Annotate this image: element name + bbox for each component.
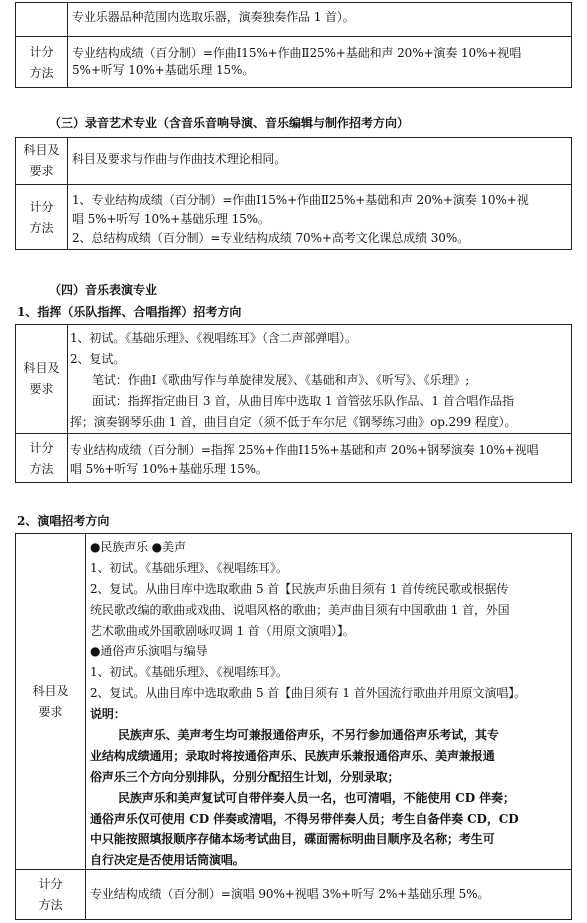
requirements-row xyxy=(16,325,571,433)
score-label: 计分 方法 xyxy=(16,434,68,483)
requirement-line: 1、初试。《基础乐理》、《视唱练耳》（含二声部弹唱）。 xyxy=(70,331,357,345)
conductor-heading: 1、指挥（乐队指挥、合唱指挥）招考方向 xyxy=(17,305,242,319)
requirement-line: 面试：指挥指定曲目 3 首，从曲目库中选取 1 首管弦乐队作品、1 首合唱作品指 xyxy=(92,394,514,408)
score-line: 专业结构成绩（百分制）=指挥 25%+作曲Ⅰ15%+基础和声 20%+钢琴演奏 10%+视唱 xyxy=(70,443,539,457)
requirement-line: 2、复试。从曲目库中选取歌曲 5 首【民族声乐曲目须有 1 首传统民歌或根据传 xyxy=(90,581,509,596)
requirements-label: 科目及 要求 xyxy=(16,534,86,869)
requirement-line: 统民歌改编的歌曲或戏曲、说唱风格的歌曲；美声曲目须有中国歌曲 1 首，外国 xyxy=(90,602,510,617)
score-text: 专业结构成绩（百分制）=演唱 90%+视唱 3%+听写 2%+基础乐理 5%。 xyxy=(90,887,490,901)
singing-table xyxy=(15,533,572,920)
note-line: 通俗声乐仅可使用 CD 伴奏或清唱，不得另带伴奏人员；考生自备伴奏 CD，CD xyxy=(90,811,519,826)
score-line: 唱 5%+听写 10%+基础乐理 15%。 xyxy=(70,462,268,476)
note-label: 说明： xyxy=(90,707,126,722)
requirement-line: 2、复试。 xyxy=(70,352,126,366)
requirements-row xyxy=(16,534,571,869)
note-line: 俗声乐三个方向分别排队，分别分配招生计划，分别录取； xyxy=(90,769,400,784)
requirements-label: 科目及 要求 xyxy=(16,325,68,433)
top-table xyxy=(15,2,572,88)
requirement-line: ●民族声乐 ●美声 xyxy=(90,540,186,554)
requirement-line: 笔试：作曲Ⅰ《歌曲写作与单旋律发展》、《基础和声》、《听写》、《乐理》; xyxy=(92,373,470,387)
requirement-line: ●通俗声乐演唱与编导 xyxy=(90,644,208,659)
score-row xyxy=(16,433,571,483)
score-line: 专业结构成绩（百分制）=作曲Ⅰ15%+作曲Ⅱ25%+基础和声 20%+演奏 10%+视唱 xyxy=(72,46,522,60)
instruments-row xyxy=(16,3,571,36)
score-line: 2、总结构成绩（百分制）=专业结构成绩 70%+高考文化课总成绩 30%。 xyxy=(72,231,470,245)
requirements-row xyxy=(16,138,571,184)
score-line: 唱 5%+听写 10%+基础乐理 15%。 xyxy=(72,212,270,226)
requirement-line: 挥；演奏钢琴乐曲 1 首，曲目自定（须不低于车尔尼《钢琴练习曲》op.299 程度）。 xyxy=(70,415,517,429)
singing-heading: 2、演唱招考方向 xyxy=(17,514,110,528)
note-line: 民族声乐和美声复试可自带伴奏人员一名，也可清唱，不能使用 CD 伴奏； xyxy=(118,790,515,805)
score-line: 1、专业结构成绩（百分制）=作曲Ⅰ15%+作曲Ⅱ25%+基础和声 20%+演奏 10%+视 xyxy=(72,193,529,207)
note-line: 中只能按照填报顺序存储本场考试曲目，碟面需标明曲目顺序及名称；考生可 xyxy=(90,832,495,847)
requirement-line: 1、初试。《基础乐理》、《视唱练耳》。 xyxy=(90,665,288,680)
score-row xyxy=(16,869,571,920)
empty-label-cell xyxy=(16,3,68,36)
score-row xyxy=(16,36,571,88)
section4-heading: （四）音乐表演专业 xyxy=(49,283,158,297)
note-line: 自行决定是否使用话筒演唱。 xyxy=(90,853,245,868)
requirements-label: 科目及 要求 xyxy=(16,138,68,184)
score-label: 计分 方法 xyxy=(16,37,68,88)
score-row xyxy=(16,184,571,250)
requirement-line: 2、复试。从曲目库中选取歌曲 5 首【曲目须有 1 首外国流行歌曲并用原文演唱】。 xyxy=(90,686,527,701)
score-line: 5%+听写 10%+基础乐理 15%。 xyxy=(72,63,255,77)
requirements-text: 科目及要求与作曲与作曲技术理论相同。 xyxy=(72,152,287,166)
requirement-line: 1、初试。《基础乐理》、《视唱练耳》。 xyxy=(90,560,288,575)
requirement-line: 艺术歌曲或外国歌剧咏叹调 1 首（用原文演唱）】。 xyxy=(90,623,355,638)
section3-heading: （三）录音艺术专业（含音乐音响导演、音乐编辑与制作招考方向） xyxy=(49,116,410,130)
score-label: 计分 方法 xyxy=(16,870,86,920)
instruments-text: 专业乐器品种范围内选取乐器，演奏独奏作品 1 首）。 xyxy=(72,10,355,24)
note-line: 业结构成绩通用；录取时将按通俗声乐、民族声乐兼报通俗声乐、美声兼报通 xyxy=(90,748,495,763)
conductor-table xyxy=(15,324,572,483)
section3-table xyxy=(15,137,572,250)
score-label: 计分 方法 xyxy=(16,185,68,250)
note-line: 民族声乐、美声考生均可兼报通俗声乐，不另行参加通俗声乐考试，其专 xyxy=(118,728,499,743)
